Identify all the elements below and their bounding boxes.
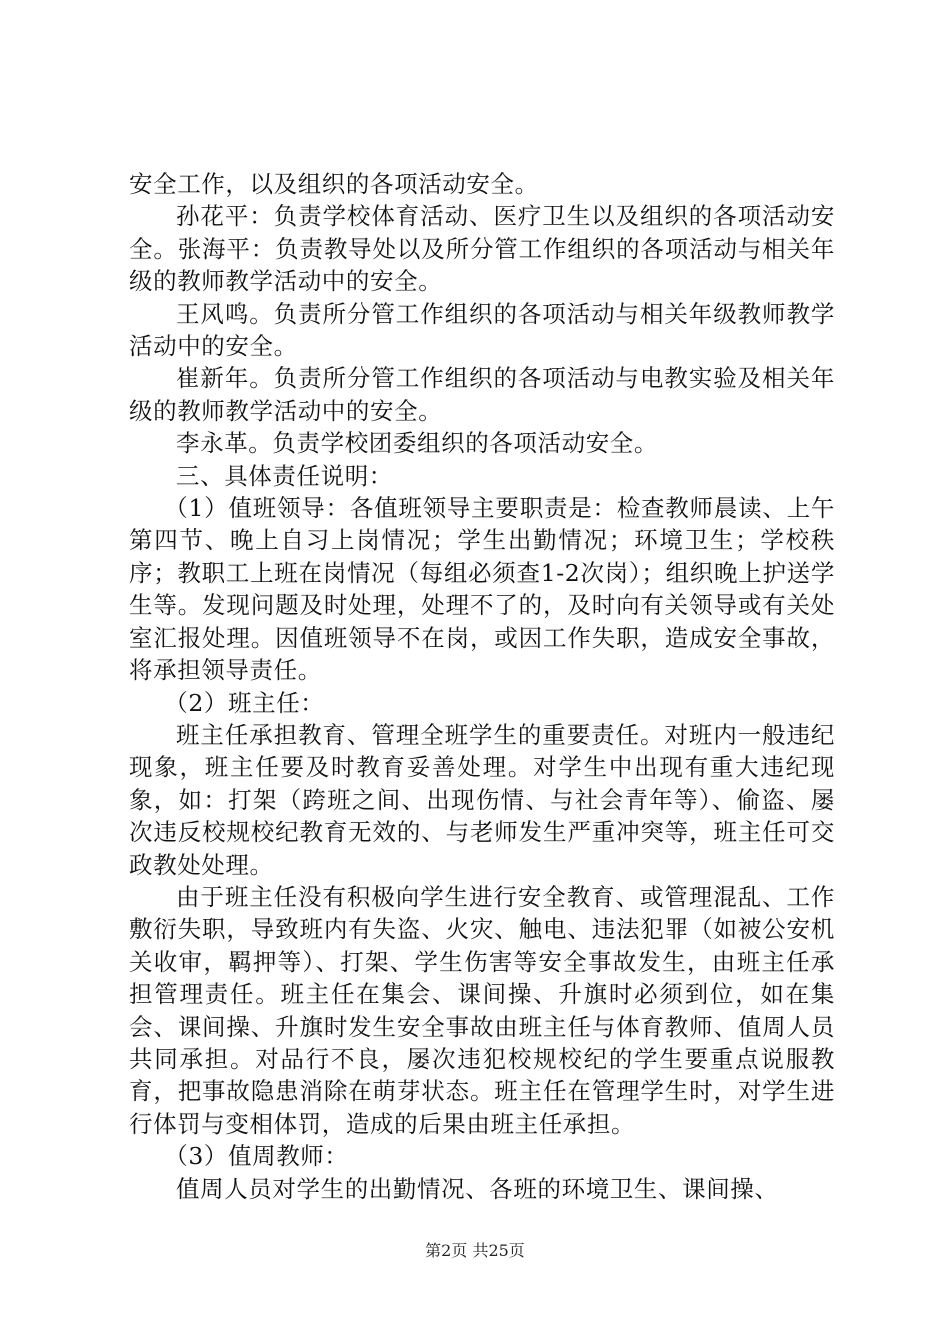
paragraph-sun-huaping: 孙花平：负责学校体育活动、医疗卫生以及组织的各项活动安全。张海平：负责教导处以及所分管工作组织的各项活动与相关年级的教师教学活动中的安全。 <box>129 202 835 296</box>
paragraph-cui-xinnian: 崔新年。负责所分管工作组织的各项活动与电教实验及相关年级的教师教学活动中的安全。 <box>129 364 835 425</box>
paragraph-duty-leader: （1）值班领导：各值班领导主要职责是：检查教师晨读、上午第四节、晚上自习上岗情况；学生出勤情况；环境卫生；学校秩序；教职工上班在岗情况（每组必须查1-2次岗）；组织晚上护送学生等。发现问题及时处理，处理不了的，及时向有关领导或有关处室汇报处理。因值班领导不在岗，或因工作失职，造成安全事故，将承担领导责任。 <box>129 494 835 685</box>
subheading-duty-week-teacher: （3）值周教师： <box>164 1142 349 1171</box>
document-body <box>129 168 835 1205</box>
section-heading-responsibilities: 三、具体责任说明： <box>176 461 393 490</box>
page-footer: 第2页 共25页 <box>425 1241 525 1260</box>
paragraph-wang-fengming: 王风鸣。负责所分管工作组织的各项活动与相关年级教师教学活动中的安全。 <box>129 299 835 361</box>
paragraph-class-teacher-liability: 由于班主任没有积极向学生进行安全教育、或管理混乱、工作敷衍失职，导致班内有失盗、火灾、触电、违法犯罪（如被公安机关收审，羁押等）、打架、学生伤害等安全事故发生，由班主任承担管理责任。班主任在集会、课间操、升旗时必须到位，如在集会、课间操、升旗时发生安全事故由班主任与体育教师、值周人员共同承担。对品行不良，屡次违犯校规校纪的学生要重点说服教育，把事故隐患消除在萌芽状态。班主任在管理学生时，对学生进行体罚与变相体罚，造成的后果由班主任承担。 <box>129 882 835 1138</box>
paragraph-continuation: 安全工作，以及组织的各项活动安全。 <box>129 170 539 198</box>
subheading-class-teacher: （2）班主任： <box>164 688 325 717</box>
paragraph-class-teacher-duties: 班主任承担教育、管理全班学生的重要责任。对班内一般违纪现象，班主任要及时教育妥善处理。对学生中出现有重大违纪现象，如：打架（跨班之间、出现伤情、与社会青年等）、偷盗、屡次违反校规校纪教育无效的、与老师发生严重冲突等，班主任可交政教处处理。 <box>129 720 835 879</box>
paragraph-li-yongge: 李永革。负责学校团委组织的各项活动安全。 <box>176 429 658 458</box>
paragraph-duty-week-staff: 值周人员对学生的出勤情况、各班的环境卫生、课间操、 <box>176 1174 779 1203</box>
